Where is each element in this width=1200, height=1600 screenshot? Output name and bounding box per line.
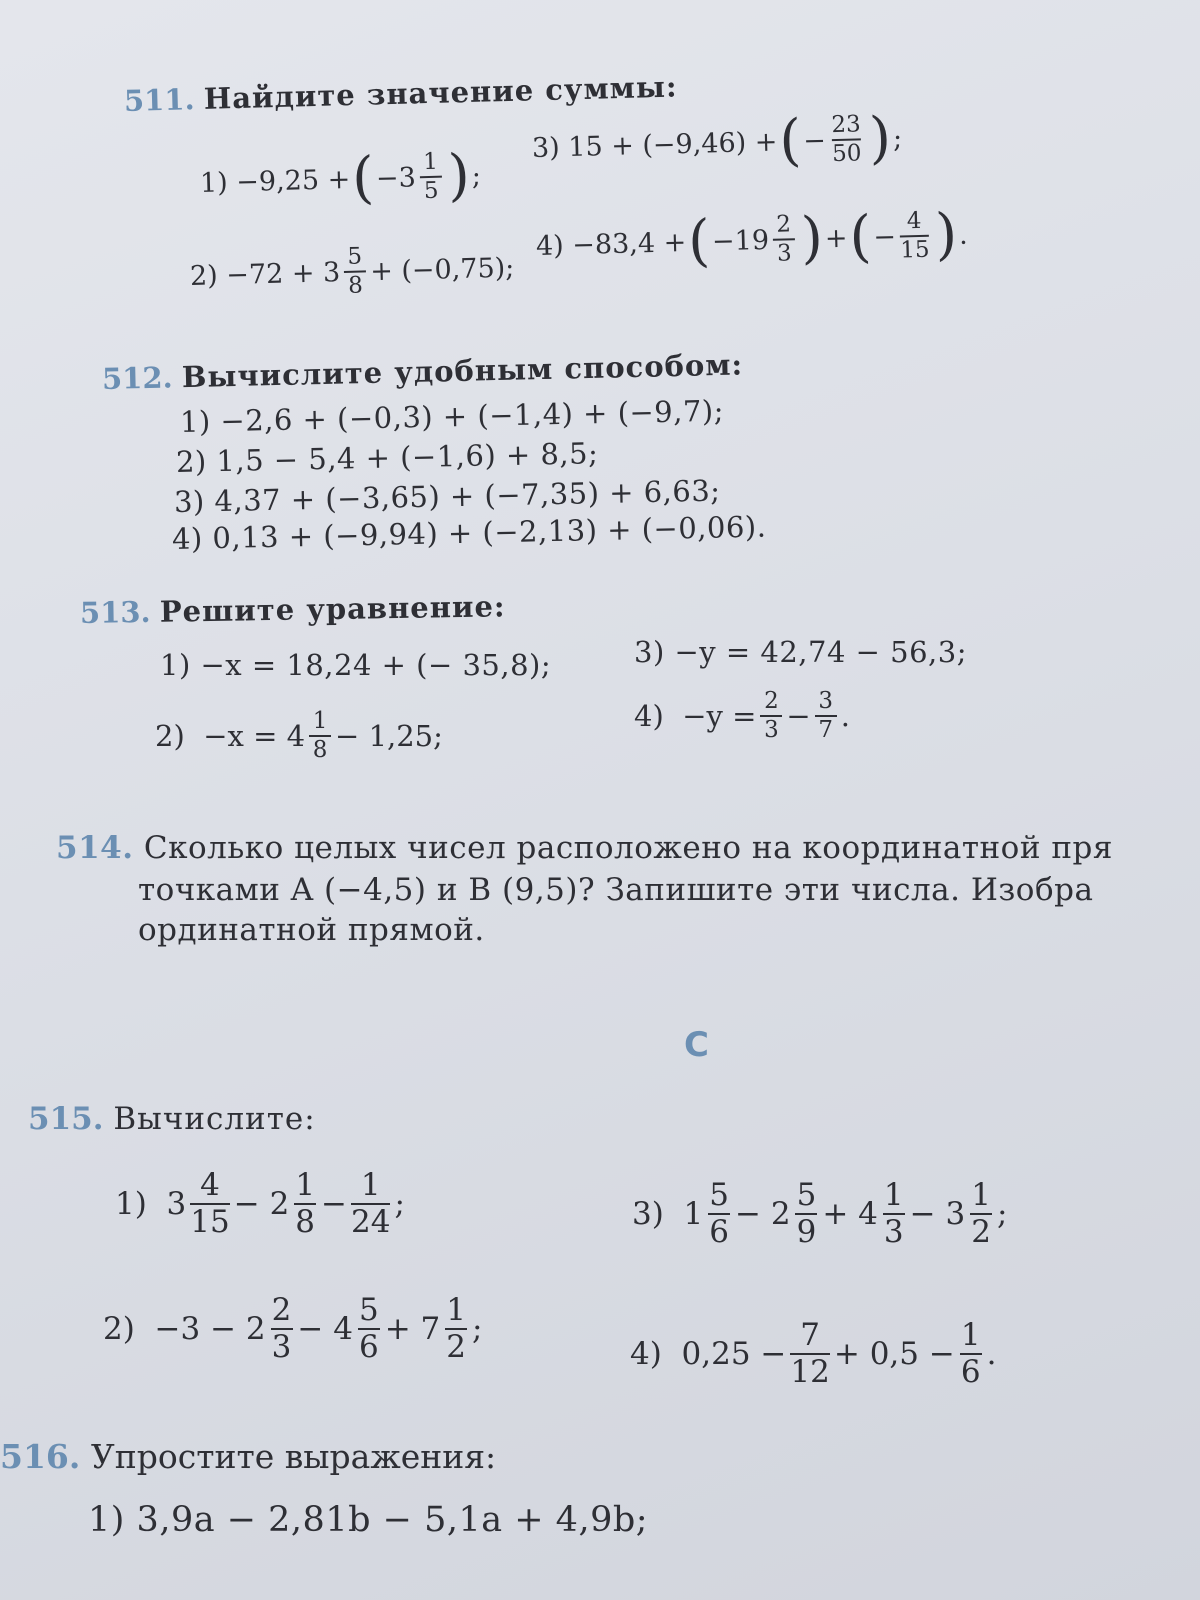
exercise-number: 513. <box>79 594 151 630</box>
section-letter: C <box>684 1025 709 1065</box>
exercise-516-heading <box>0 1437 497 1476</box>
exercise-515-item-4: 4) 0,25 − $\frac{7}{12}$ + 0,5 − $\frac{1}{6}$ . <box>630 1317 997 1390</box>
exercise-511-item-2: 2) −72 + 3 5 8 + (−0,75); <box>189 243 515 299</box>
exercise-513-heading <box>80 589 506 630</box>
exercise-number: 512. <box>101 360 174 396</box>
fraction: $\frac{4}{15}$ <box>899 207 930 264</box>
fraction: $\frac{3}{7}$ <box>815 690 837 742</box>
exercise-516-item-1: 1) 3,9a − 2,81b − 5,1a + 4,9b; <box>88 1500 649 1540</box>
exercise-515-item-3: 3) 1 5 6 − 2 5 9 + 4 1 3 − 3 1 2 ; <box>632 1177 1008 1250</box>
exercise-512-item-1: 1) −2,6 + (−0,3) + (−1,4) + (−9,7); <box>179 393 725 439</box>
exercise-513-item-4: 4) −y = $\frac{2}{3}$ − $\frac{3}{7}$ . <box>634 688 850 743</box>
exercise-511-item-1: 1) −9,25 + ( −3 1 5 ) ; <box>199 142 482 212</box>
exercise-number: 515. <box>28 1101 104 1137</box>
exercise-514-line-3: ординатной прямой. <box>138 912 485 948</box>
exercise-515-item-1: 1) 3 4 15 − 2 1 8 − $\frac{1}{24}$ ; <box>115 1167 405 1240</box>
exercise-number: 514. <box>56 830 134 866</box>
exercise-title: Решите уравнение: <box>159 589 506 629</box>
exercise-514-line-2: точками A (−4,5) и B (9,5)? Запишите эти числа. Изобра <box>138 872 1094 908</box>
exercise-512-item-4: 4) 0,13 + (−9,94) + (−2,13) + (−0,06). <box>171 509 767 556</box>
exercise-511-item-3: 3) 15 + (−9,46) + ( − $\frac{23}{50}$ ) ; <box>531 105 903 174</box>
exercise-number: 511. <box>123 82 196 118</box>
exercise-512-item-2: 2) 1,5 − 5,4 + (−1,6) + 8,5; <box>175 436 599 479</box>
fraction: $\frac{23}{50}$ <box>831 111 862 168</box>
exercise-513-item-3: 3) −y = 42,74 − 56,3; <box>634 635 967 669</box>
exercise-512-item-3: 3) 4,37 + (−3,65) + (−7,35) + 6,63; <box>173 473 721 519</box>
exercise-title: Найдите значение суммы: <box>203 69 679 116</box>
fraction: 2 3 <box>772 213 795 266</box>
exercise-515-item-2: 2) −3 − 2 2 3 − 4 5 6 + 7 1 2 ; <box>103 1292 483 1365</box>
exercise-513-item-2: 2) −x = 4 1 8 − 1,25; <box>155 708 443 763</box>
exercise-title: Вычислите удобным способом: <box>181 347 744 395</box>
exercise-title: Упростите выражения: <box>90 1437 497 1476</box>
exercise-number: 516. <box>0 1437 81 1476</box>
exercise-511-item-4: 4) −83,4 + ( −19 2 3 ) + ( − $\frac{4}{15}$ ) . <box>535 201 969 275</box>
exercise-title: Вычислите: <box>113 1101 316 1137</box>
fraction: 1 5 <box>419 151 442 204</box>
exercise-512-heading <box>102 347 744 396</box>
exercise-511-heading <box>124 70 678 118</box>
fraction: 5 8 <box>344 245 367 298</box>
paren-open: ( <box>351 145 375 212</box>
paren-close: ) <box>446 142 471 209</box>
exercise-515-heading <box>28 1102 316 1136</box>
exercise-513-item-1: 1) −x = 18,24 + (− 35,8); <box>160 648 552 682</box>
fraction: 1 8 <box>309 710 331 762</box>
fraction: $\frac{2}{3}$ <box>760 690 782 742</box>
exercise-514-line-1: 514. Сколько целых чисел расположено на координатной пря <box>56 830 1113 866</box>
